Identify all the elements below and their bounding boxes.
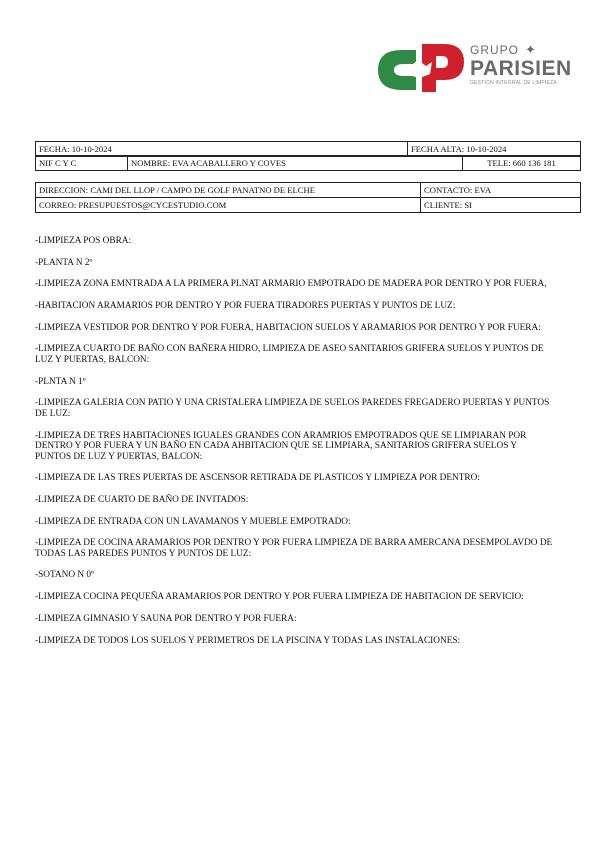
correo-cell: CORREO: PRESUPUESTOS@CYCESTUDIO.COM <box>36 198 421 213</box>
table-row <box>36 156 581 171</box>
direccion-cell: DIRECCION: CAMI DEL LLOP / CAMPO DE GOLF PANATNO DE ELCHE <box>36 183 421 198</box>
paragraph: -LIMPIEZA DE ENTRADA CON UN LAVAMANOS Y MUEBLE EMPOTRADO: <box>35 516 351 527</box>
paragraph: -LIMPIEZA DE TRES HABITACIONES IGUALES GRANDES CON ARAMRIOS EMPOTRADOS QUE SE LIMPIARAN POR DENTRO Y POR FUERA Y UN BAÑO EN CADA AHBITACION QUE SE LIMPIARA, SANITARIOS GRIFERA SUELOS Y PUNTOS DE LUZ Y PUERTAS, BALCON: <box>35 430 527 462</box>
nombre-cell: NOMBRE: EVA ACABALLERO Y COVES <box>128 156 463 171</box>
company-logo <box>372 38 572 96</box>
client-info-table-row2 <box>35 155 581 171</box>
paragraph: -LIMPIEZA DE CUARTO DE BAÑO DE INVITADOS: <box>35 494 249 505</box>
contacto-cell: CONTACTO: EVA <box>421 183 581 198</box>
paragraph: -LIMPIEZA POS OBRA: <box>35 236 132 246</box>
fecha-alta-cell: FECHA ALTA: 10-10-2024 <box>408 142 581 157</box>
paragraph: -LIMPIEZA ZONA EMNTRADA A LA PRIMERA PLNAT ARMARIO EMPOTRADO DE MADERA POR DENTRO Y POR FUERA, <box>35 279 547 290</box>
service-description <box>35 236 555 657</box>
client-info-table-bottom <box>35 182 581 213</box>
paragraph: -HABITACION ARAMARIOS POR DENTRO Y POR FUERA TIRADORES PUERTAS Y PUNTOS DE LUZ: <box>35 301 456 312</box>
tele-cell: TELE: 660 136 181 <box>463 156 581 171</box>
paragraph: -PLNTA N 1º <box>35 376 86 387</box>
paragraph: -LIMPIEZA DE COCINA ARAMARIOS POR DENTRO Y POR FUERA LIMPIEZA DE BARRA AMERCANA DESEMPOLAVDO DE TODAS LAS PAREDES PUNTOS Y PUNTOS DE LUZ: <box>35 538 553 559</box>
logo-mark-icon <box>372 38 468 96</box>
paragraph: -LIMPIEZA VESTIDOR POR DENTRO Y POR FUERA, HABITACION SUELOS Y ARAMARIOS POR DENTRO Y POR FUERA: <box>35 322 541 333</box>
paragraph: -LIMPIEZA DE TODOS LOS SUELOS Y PERIMETROS DE LA PISCINA Y TODAS LAS INSTALACIONES: <box>35 635 461 646</box>
paragraph: -LIMPIEZA COCINA PEQUEÑA ARAMARIOS POR DENTRO Y POR FUERA LIMPIEZA DE HABITACION DE SERVICIO: <box>35 592 524 603</box>
logo-name-text: PARISIEN <box>470 57 572 80</box>
paragraph: -LIMPIEZA GIMNASIO Y SAUNA POR DENTRO Y POR FUERA: <box>35 613 297 624</box>
paragraph: -LIMPIEZA CUARTO DE BAÑO CON BAÑERA HIDRO, LIMPIEZA DE ASEO SANITARIOS GRIFERA SUELOS Y PUNTOS DE LUZ Y PUERTAS, BALCON: <box>35 344 544 365</box>
paragraph: -SOTANO N 0º <box>35 570 94 581</box>
paragraph: -PLANTA N 2º <box>35 257 93 268</box>
fecha-cell: FECHA: 10-10-2024 <box>36 142 408 157</box>
table-row <box>36 198 581 213</box>
logo-tagline: GESTION INTEGRAL DE LIMPIEZA <box>470 80 557 86</box>
cliente-cell: CLIENTE: SI <box>421 198 581 213</box>
sparkle-icon: ✦ <box>525 42 537 57</box>
paragraph: -LIMPIEZA GALERIA CON PATIO Y UNA CRISTALERA LIMPIEZA DE SUELOS PAREDES FREGADERO PUERTAS Y PUNTOS DE LUZ: <box>35 398 550 419</box>
table-row <box>36 183 581 198</box>
paragraph: -LIMPIEZA DE LAS TRES PUERTAS DE ASCENSOR RETIRADA DE PLASTICOS Y LIMPIEZA POR DENTRO: <box>35 473 480 484</box>
nif-cell: NIF C Y C <box>36 156 128 171</box>
logo-grupo-text: GRUPO ✦ <box>470 42 537 57</box>
